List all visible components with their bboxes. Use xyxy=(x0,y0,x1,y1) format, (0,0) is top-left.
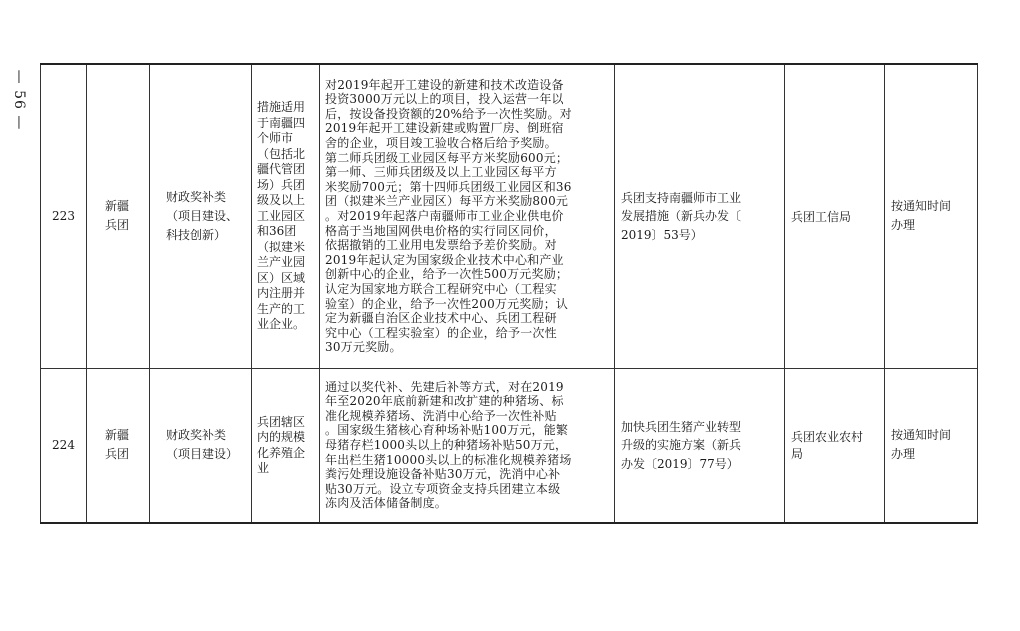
department-cell: 兵团工信局 xyxy=(785,64,885,368)
category-cell: 财政奖补类 （项目建设、 科技创新） xyxy=(150,64,252,368)
handling-time-cell: 按通知时间 办理 xyxy=(885,368,978,523)
policy-basis-cell: 加快兵团生猪产业转型 升级的实施方案（新兵 办发〔2019〕77号） xyxy=(615,368,785,523)
policy-basis-cell: 兵团支持南疆师市工业 发展措施（新兵办发〔 2019〕53号） xyxy=(615,64,785,368)
table-row xyxy=(41,64,978,368)
table-row xyxy=(41,368,978,523)
policy-table xyxy=(40,63,978,524)
scope-cell: 措施适用 于南疆四 个师市 （包括北 疆代管团 场）兵团 级及以上 工业园区 和36团 （拟建米 兰产业园 区）区域 内注册并 生产的工 业企业。 xyxy=(252,64,320,368)
region-cell: 新疆 兵团 xyxy=(87,368,150,523)
page-number: — 56 — xyxy=(11,69,27,131)
row-number: 224 xyxy=(41,368,87,523)
policy-content-cell: 通过以奖代补、先建后补等方式，对在2019 年至2020年底前新建和改扩建的种猪场、标 准化规模养猪场、洗消中心给予一次性补贴 。国家级生猪核心育种场补贴100万元，能繁 母猪存栏1000头以上的种猪场补贴50万元， 年出栏生猪10000头以上的标准化规模养猪场 粪污处理设施设备补贴30万元，洗消中心补 贴30万元。设立专项资金支持兵团建立本级 冻肉及活体储备制度。 xyxy=(320,368,615,523)
department-cell: 兵团农业农村 局 xyxy=(785,368,885,523)
region-cell: 新疆 兵团 xyxy=(87,64,150,368)
category-cell: 财政奖补类 （项目建设） xyxy=(150,368,252,523)
scope-cell: 兵团辖区 内的规模 化养殖企 业 xyxy=(252,368,320,523)
row-number: 223 xyxy=(41,64,87,368)
policy-content-cell: 对2019年起开工建设的新建和技术改造设备 投资3000万元以上的项目，投入运营一年以 后，按设备投资额的20%给予一次性奖励。对 2019年起开工建设新建或购置厂房、倒班宿 舍的企业，项目竣工验收合格后给予奖励。 第二师兵团级工业园区每平方米奖励600元； 第一师、三师兵团级及以上工业园区每平方 米奖励700元；第十四师兵团级工业园区和36 团（拟建米兰产业园区）每平方米奖励800元 。对2019年起落户南疆师市工业企业供电价 格高于当地国网供电价格的实行同区同价， 依据撤销的工业用电发票给予差价奖励。对 2019年起认定为国家级企业技术中心和产业 创新中心的企业，给予一次性500万元奖励； 认定为国家地方联合工程研究中心（工程实 验室）的企业，给予一次性200万元奖励；认 定为新疆自治区企业技术中心、兵团工程研 究中心（工程实验室）的企业，给予一次性 30万元奖励。 xyxy=(320,64,615,368)
handling-time-cell: 按通知时间 办理 xyxy=(885,64,978,368)
